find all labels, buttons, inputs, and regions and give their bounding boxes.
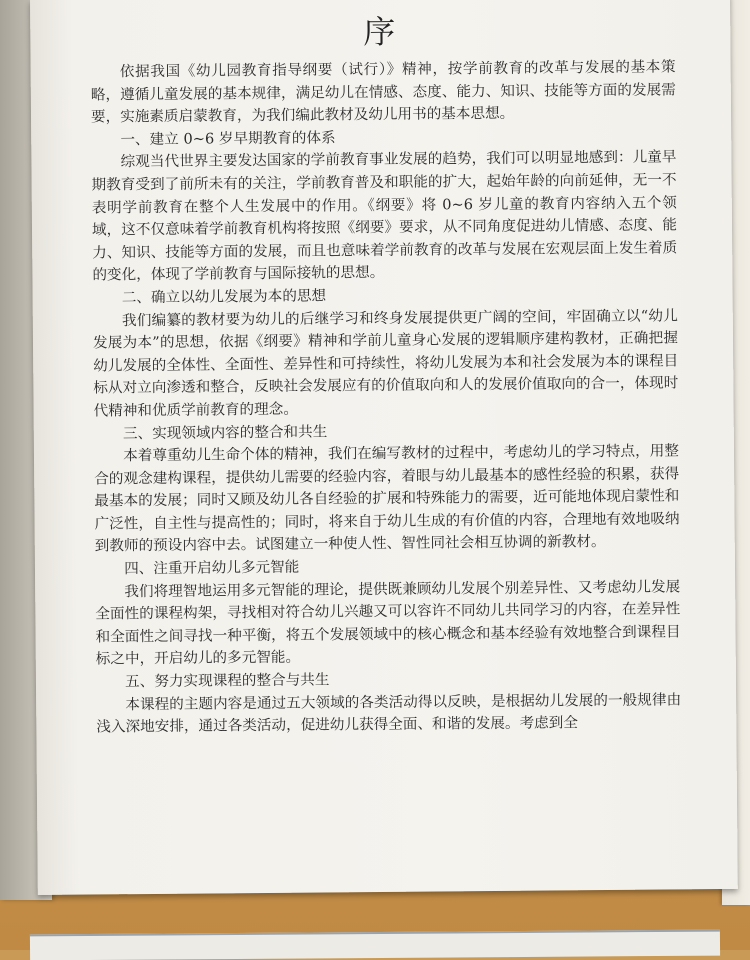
section-heading: 三、实现领域内容的整合和共生	[122, 422, 328, 442]
page-title: 序	[363, 12, 398, 52]
paragraph: 综观当代世界主要发达国家的学前教育事业发展的趋势，我们可以明显地感到：儿童早期教育受到了前所未有的关注，学前教育普及和职能的扩大，起始年龄的向前延伸，无一不表明学前教育在整个人生发展中的作用。《纲要》将 0~6 岁儿童的教育内容纳入五个领域，这不仅意味着学前教育机构将按照《纲要》要求，从不同角度促进幼儿情感、态度、能力、知识、技能等方面的发展，而且也意味着学前教育的改革与发展在宏观层面上发生着质的变化，体现了学前教育与国际接轨的思想。	[91, 148, 678, 284]
paragraph: 我们编纂的教材要为幼儿的后继学习和终身发展提供更广阔的空间，牢固确立以“幼儿发展为本”的思想，依据《纲要》精神和学前儿童身心发展的逻辑顺序建构教材，正确把握幼儿发展的全体性、全面性、差异性和可持续性，将幼儿发展为本和社会发展为本的课程目标从对立向渗透和整合，反映社会发展应有的价值取向和人的发展价值取向的合一，体现时代精神和优质学前教育的理念。	[92, 306, 679, 420]
section-heading: 四、注重开启幼儿多元智能	[124, 558, 300, 578]
book-page	[30, 0, 738, 895]
section-heading: 二、确立以幼儿发展为本的思想	[121, 287, 327, 307]
section-heading: 一、建立 0~6 岁早期教育的体系	[120, 129, 336, 148]
paragraph: 本课程的主题内容是通过五大领域的各类活动得以反映，是根据幼儿发展的一般规律由浅入深地安排，通过各类活动，促进幼儿获得全面、和谐的发展。考虑到全	[96, 690, 682, 736]
book-below	[30, 930, 720, 960]
page-body	[91, 56, 682, 739]
paragraph: 我们将理智地运用多元智能的理论，提供既兼顾幼儿发展个别差异性、又考虑幼儿发展全面性的课程构架，寻找相对符合幼儿兴趣又可以容许不同幼儿共同学习的内容，在差异性和全面性之间寻找一种平衡，将五个发展领域中的核心概念和基本经验有效地整合到课程目标之中，开启幼儿的多元智能。	[95, 578, 681, 668]
section-heading: 五、努力实现课程的整合与共生	[125, 671, 330, 691]
paragraph: 依据我国《幼儿园教育指导纲要（试行）》精神，按学前教育的改革与发展的基本策略，遵循儿童发展的基本规律，满足幼儿在情感、态度、能力、知识、技能等方面的发展需要，实施素质启蒙教育，为我们编此教材及幼儿用书的基本思想。	[90, 58, 676, 126]
paragraph: 本着尊重幼儿生命个体的精神，我们在编写教材的过程中，考虑幼儿的学习特点，用整合的观念建构课程，提供幼儿需要的经验内容，着眼与幼儿最基本的感性经验的积累，获得最基本的发展；同时又顾及幼儿各自经验的扩展和特殊能力的需要，近可能地体现启蒙性和广泛性，自主性与提高性的；同时，将来自于幼儿生成的有价值的内容，合理地有效地吸纳到教师的预设内容中去。试图建立一种使人性、智性同社会相互协调的新教材。	[94, 442, 680, 555]
